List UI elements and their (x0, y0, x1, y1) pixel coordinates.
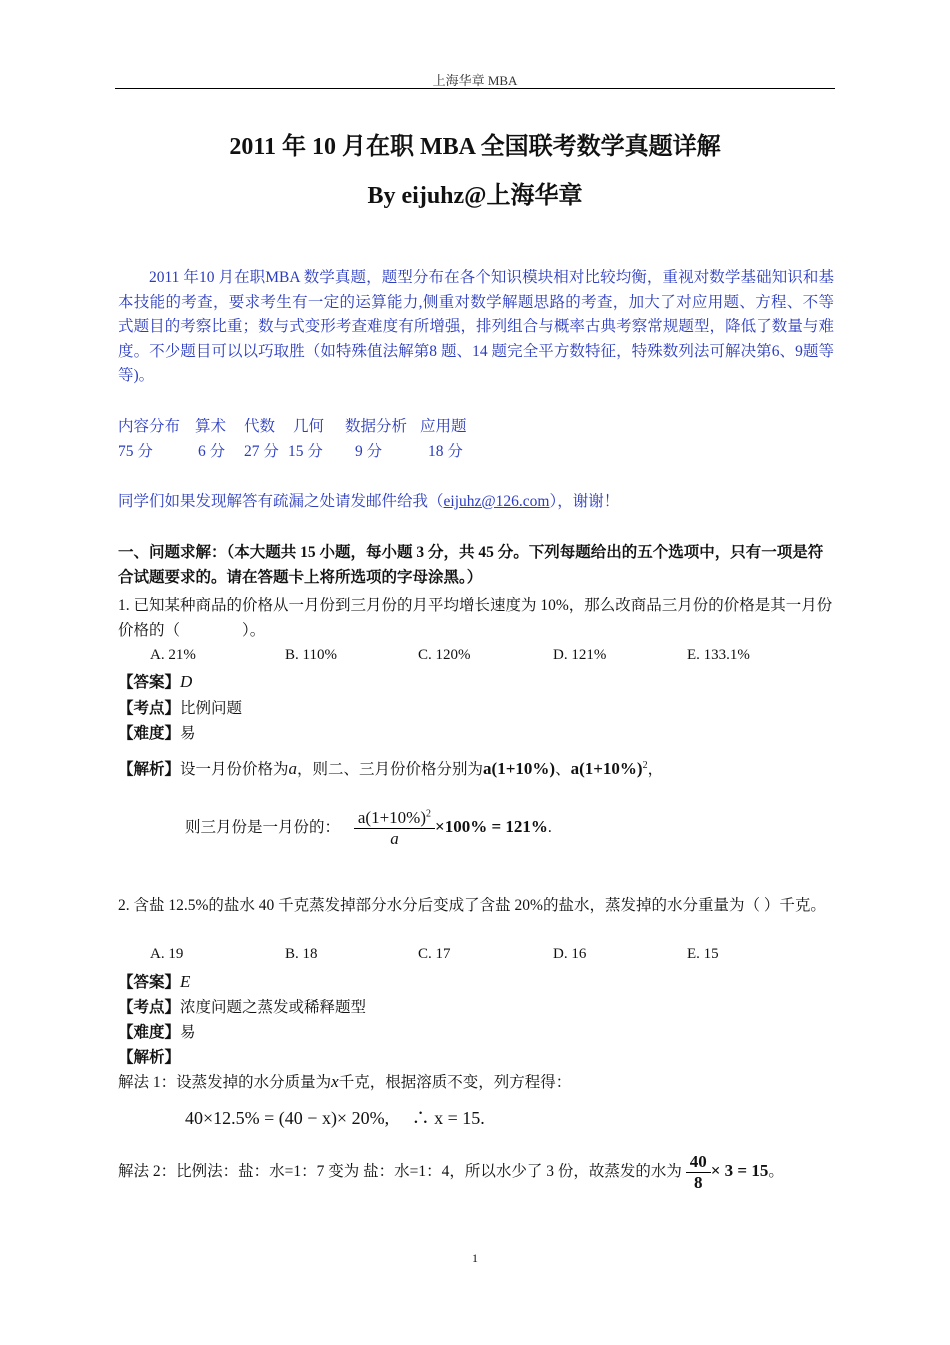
method2-end: 。 (768, 1163, 784, 1181)
answer-label: 【答案】 (118, 974, 181, 991)
q2-option-a: A. 19 (150, 946, 184, 962)
q2-option-c: C. 17 (418, 946, 451, 962)
dist-header-3: 几何 (293, 418, 325, 435)
section-heading: 一、问题求解：（本大题共 15 小题，每小题 3 分，共 45 分。下列每题给出的五个选项中，只有一项是符合试题要求的。请在答题卡上将所选项的字母涂黑。） (118, 544, 824, 586)
dist-header-4: 数据分析 (345, 418, 408, 435)
header-rule (115, 88, 835, 89)
page-number: 1 (472, 1251, 478, 1265)
analysis-expr1: a(1+10%) (483, 759, 556, 778)
q2-method1 (118, 1070, 571, 1092)
analysis-expr2-sup: 2 (642, 759, 648, 771)
analysis-sep: 、 (555, 761, 571, 778)
answer-label: 【答案】 (118, 674, 181, 691)
q1-option-e: E. 133.1% (687, 647, 750, 663)
document-title: 2011 年 10 月在职 MBA 全国联考数学真题详解 (229, 134, 721, 160)
dist-value-3: 15 分 (288, 443, 323, 460)
q1-topic (118, 696, 242, 718)
q1-option-a: A. 21% (150, 647, 196, 663)
q1-answer (118, 670, 192, 692)
dist-value-1: 6 分 (198, 443, 226, 460)
fraction-numerator-text: a(1+10%) (357, 808, 427, 827)
method1-var: x (331, 1072, 339, 1091)
contact-email-link[interactable]: eijuhz@126.com (443, 493, 550, 510)
topic-label: 【考点】 (118, 700, 181, 717)
dist-value-5: 18 分 (428, 443, 463, 460)
analysis-end: ， (647, 761, 664, 778)
difficulty-value: 易 (180, 1024, 196, 1041)
analysis-var: a (288, 759, 298, 778)
analysis-mid: ，则二、三月份价格分别为 (297, 761, 484, 778)
q2-option-e: E. 15 (687, 946, 719, 962)
page-header: 上海华章 MBA (432, 73, 518, 88)
method2-result: × 3 = 15 (710, 1161, 769, 1181)
difficulty-label: 【难度】 (118, 725, 181, 742)
topic-label: 【考点】 (118, 999, 181, 1016)
q2-difficulty (118, 1020, 196, 1042)
dist-value-4: 9 分 (355, 443, 383, 460)
q1-text: 1. 已知某种商品的价格从一月份到三月份的月平均增长速度为 10%，那么改商品三月份的价格是其一月份价格的（ ）。 (118, 597, 833, 639)
dist-value-0: 75 分 (118, 443, 153, 460)
method1-text-b: 千克，根据溶质不变，列方程得： (338, 1074, 572, 1091)
method2-denominator: 8 (694, 1173, 703, 1192)
q1-option-d: D. 121% (553, 647, 607, 663)
dist-header-5: 应用题 (420, 418, 467, 435)
q1-option-b: B. 110% (285, 647, 337, 663)
step-end: . (547, 819, 552, 837)
q2-analysis-label (118, 1045, 180, 1067)
analysis-label: 【解析】 (118, 1049, 181, 1066)
q2-method2 (118, 1152, 784, 1193)
dist-header-0: 内容分布 (118, 418, 181, 435)
q1-analysis (118, 757, 663, 779)
score-distribution (118, 414, 518, 464)
fraction-denominator: a (390, 829, 399, 848)
answer-value: E (180, 972, 191, 991)
q2-equation: 40×12.5% = (40 − x)× 20%, ∴ x = 15. (185, 1108, 485, 1128)
fraction-numerator-sup: 2 (426, 808, 432, 820)
q2-option-d: D. 16 (553, 946, 587, 962)
contact-prefix: 同学们如果发现解答有疏漏之处请发邮件给我（ (118, 493, 444, 510)
step-fraction (354, 808, 435, 849)
q1-option-c: C. 120% (418, 647, 471, 663)
method2-fraction (686, 1152, 711, 1193)
distribution-value-row (118, 439, 518, 464)
method2-numerator: 40 (686, 1152, 711, 1173)
dist-value-2: 27 分 (244, 443, 279, 460)
analysis-text: 设一月份价格为 (180, 761, 289, 778)
q2-option-b: B. 18 (285, 946, 318, 962)
analysis-label: 【解析】 (118, 761, 181, 778)
step-result: ×100% = 121% (435, 817, 548, 837)
difficulty-value: 易 (180, 725, 196, 742)
difficulty-label: 【难度】 (118, 1024, 181, 1041)
method2-text: 解法 2：比例法：盐：水=1：7 变为 盐：水=1：4，所以水少了 3 份，故蒸发的水为 (118, 1163, 682, 1181)
topic-value: 浓度问题之蒸发或稀释题型 (180, 999, 367, 1016)
contact-note (118, 489, 619, 511)
dist-header-2: 代数 (244, 418, 276, 435)
step-text: 则三月份是一月份的： (185, 819, 341, 837)
analysis-expr2: a(1+10%) (570, 759, 643, 778)
document-subtitle: By eijuhz@上海华章 (367, 183, 583, 209)
q2-text: 2. 含盐 12.5%的盐水 40 千克蒸发掉部分水分后变成了含盐 20%的盐水，蒸发掉的水分重量为（ ）千克。 (118, 897, 826, 914)
q1-step (185, 808, 552, 849)
intro-text: 2011 年10 月在职MBA 数学真题，题型分布在各个知识模块相对比较均衡，重视对数学基础知识和基本技能的考查，要求考生有一定的运算能力,侧重对数学解题思路的考查，加大了对应用题、方程、不等式题目的考察比重；数与式变形考查难度有所增强，排列组合与概率古典考察常规题型，降低了数量与难度。不少题目可以以巧取胜（如特殊值法解第8 题、14 题完全平方数特征，特殊数列法可解决第6、9题等等)。 (118, 269, 834, 384)
dist-header-1: 算术 (195, 418, 227, 435)
topic-value: 比例问题 (180, 700, 243, 717)
answer-value: D (180, 672, 193, 691)
contact-suffix: ），谢谢！ (549, 493, 620, 510)
q2-topic (118, 995, 366, 1017)
q1-difficulty (118, 721, 196, 743)
method1-text-a: 解法 1：设蒸发掉的水分质量为 (118, 1074, 332, 1091)
intro-paragraph (118, 266, 834, 389)
fraction-numerator (354, 808, 435, 829)
distribution-header-row (118, 414, 518, 439)
q2-answer (118, 970, 190, 992)
